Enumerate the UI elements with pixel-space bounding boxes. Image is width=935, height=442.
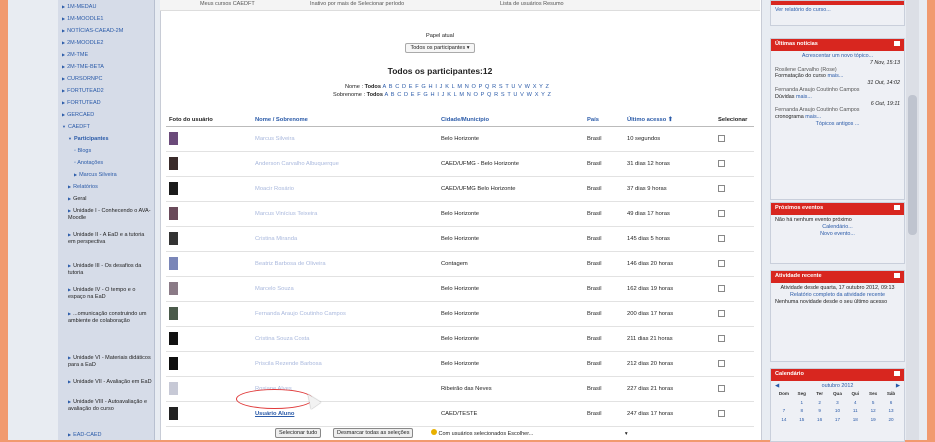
table-row [166, 352, 754, 377]
chevron-right-icon: ▶ [62, 76, 66, 81]
block-toggle-icon[interactable] [894, 273, 900, 278]
calendar-day[interactable]: 2 [818, 399, 821, 405]
my-courses-select[interactable]: Meus cursos CAEDFT [200, 1, 255, 7]
calendar-title: Calendário [775, 371, 804, 377]
photo-cell [166, 177, 252, 202]
last-name-filter [333, 92, 593, 98]
filter-bar [160, 0, 760, 11]
select-cell [715, 352, 754, 377]
nav-item-course[interactable] [62, 52, 152, 59]
calendar-grid [775, 390, 900, 425]
table-row [166, 277, 754, 302]
city-cell: Ribeirão das Neves [438, 377, 584, 402]
country-cell: Brasil [584, 302, 624, 327]
select-cell [715, 202, 754, 227]
first-name-label: Nome : [345, 84, 364, 90]
photo-cell [166, 352, 252, 377]
user-name-link[interactable]: Usuário Aluno [255, 411, 295, 417]
calendar-day[interactable]: 17 [834, 417, 841, 423]
select-checkbox[interactable] [718, 335, 725, 342]
recent-activity-block [770, 270, 905, 362]
country-cell: Brasil [584, 277, 624, 302]
nav-unit-label: ...omunicação construindo um ambiente de colaboração [68, 311, 147, 324]
nav-item-course[interactable] [62, 64, 152, 71]
photo-cell [166, 227, 252, 252]
city-cell: Belo Horizonte [438, 127, 584, 152]
select-checkbox[interactable] [718, 185, 725, 192]
nav-item-anotacoes[interactable]: ◦ Anotações [74, 160, 104, 166]
chevron-right-icon: ▶ [68, 399, 72, 404]
highlight-oval [236, 389, 313, 409]
nav-item-label: GERCAED [67, 112, 95, 118]
select-checkbox[interactable] [718, 385, 725, 392]
table-row [166, 227, 754, 252]
nav-item-course[interactable] [62, 100, 152, 107]
last-name-letters[interactable]: A B C D E F G H I J K L M N O P Q R S T U V W X Y Z [384, 92, 552, 98]
user-name-link[interactable]: Marcelo Souza [255, 286, 294, 292]
country-cell: Brasil [584, 252, 624, 277]
chevron-right-icon: ▶ [68, 263, 72, 268]
news-date: 31 Out, 14:02 [867, 80, 900, 87]
calendar-day[interactable]: 5 [871, 399, 875, 405]
news-author: Rosilene Carvalho (Rose) [775, 66, 837, 73]
nav-caedft-label: CAEDFT [67, 124, 90, 130]
last-access-cell: 211 dias 21 horas [624, 327, 715, 352]
calendar-link[interactable]: Calendário... [822, 223, 853, 230]
select-checkbox[interactable] [718, 135, 725, 142]
country-cell: Brasil [584, 227, 624, 252]
nav-marcus-label: Marcus Silveira [79, 172, 117, 178]
user-name-link[interactable]: Cristina Souza Costa [255, 336, 310, 342]
weekday-label: Sex [869, 390, 878, 396]
latest-news-block [770, 38, 905, 200]
photo-cell [166, 327, 252, 352]
nav-participantes-label: Participantes [73, 136, 109, 142]
weekday-label: Seg [797, 390, 806, 396]
select-cell [715, 327, 754, 352]
avatar[interactable] [169, 182, 178, 195]
select-checkbox[interactable] [718, 235, 725, 242]
table-row [166, 302, 754, 327]
upcoming-events-header [771, 203, 904, 215]
select-cell [715, 402, 754, 427]
city-cell: Belo Horizonte [438, 227, 584, 252]
role-label: Papel atual [426, 33, 454, 39]
news-item [775, 60, 900, 80]
upcoming-events-title: Próximos eventos [775, 205, 824, 211]
role-select-wrap [400, 43, 480, 53]
calendar-day[interactable]: 18 [852, 417, 858, 423]
country-cell: Brasil [584, 202, 624, 227]
nav-unit-label: Unidade VIII - Autoavaliação e avaliação do curso [68, 399, 148, 412]
country-cell: Brasil [584, 377, 624, 402]
country-cell: Brasil [584, 402, 624, 427]
weekday-label: Dom [778, 390, 790, 396]
news-title: cronograma [775, 114, 804, 121]
nav-item-label: NOTÍCIAS-CAEAD-2M [67, 28, 124, 34]
nav-item-geral[interactable]: ▶ Geral [68, 196, 87, 202]
city-cell: Contagem [438, 252, 584, 277]
calendar-day[interactable]: 1 [800, 399, 804, 405]
name-cell [252, 252, 438, 277]
new-event-link[interactable]: Novo evento... [820, 230, 855, 237]
calendar-day[interactable]: 3 [836, 399, 839, 405]
col-city[interactable]: Cidade/Município [438, 113, 584, 127]
calendar-day[interactable]: 10 [834, 408, 841, 414]
block-toggle-icon[interactable] [894, 371, 900, 376]
avatar[interactable] [169, 307, 178, 320]
calendar-day[interactable]: 11 [852, 408, 858, 414]
calendar-day[interactable]: 15 [799, 417, 805, 423]
avatar[interactable] [169, 257, 178, 270]
calendar-day[interactable]: 19 [870, 417, 876, 423]
nav-item-unit[interactable] [68, 311, 152, 324]
nav-unit-label: Unidade VII - Avaliação em EaD [73, 379, 152, 385]
news-title: Formatação do curso [775, 73, 826, 80]
avatar[interactable] [169, 157, 178, 170]
nav-blogs-label: Blogs [77, 148, 92, 154]
calendar-day[interactable]: 16 [817, 417, 823, 423]
select-cell [715, 227, 754, 252]
nav-item-label: 2M-MOODLE2 [67, 40, 104, 46]
nav-unit-label: Unidade IV - O tempo e o espaço na EaD [68, 287, 136, 300]
news-title: Dúvidas [775, 93, 795, 100]
last-access-cell: 31 dias 12 horas [624, 152, 715, 177]
role-select[interactable]: Todos os participantes ▾ [405, 43, 474, 53]
select-checkbox[interactable] [718, 410, 725, 417]
news-author: Fernanda Araujo Coutinho Campos [775, 86, 860, 93]
city-cell: Belo Horizonte [438, 327, 584, 352]
country-cell: Brasil [584, 152, 624, 177]
user-list-select[interactable]: Lista de usuários Resumo [500, 1, 564, 7]
nav-item-label: FORTUTEAD2 [67, 88, 104, 94]
table-row [166, 152, 754, 177]
nav-item-marcus[interactable]: ▶ Marcus Silveira [74, 172, 117, 178]
country-cell: Brasil [584, 177, 624, 202]
news-date: 6 Out, 19:11 [870, 100, 900, 107]
select-cell [715, 277, 754, 302]
nav-item-label: 1M-MOODLE1 [67, 16, 104, 22]
user-name-link[interactable]: Moacir Rosário [255, 186, 294, 192]
select-checkbox[interactable] [718, 285, 725, 292]
user-name-link[interactable]: Anderson Carvalho Albuquerque [255, 161, 339, 167]
inactive-period-select[interactable]: Inativo por mais de Selecionar período [310, 1, 405, 7]
chevron-right-icon: ▶ [62, 88, 66, 93]
select-checkbox[interactable] [718, 210, 725, 217]
country-cell: Brasil [584, 127, 624, 152]
role-select-value: Todos os participantes [410, 45, 466, 51]
nav-item-label: 2M-TME-BETA [67, 64, 104, 70]
col-photo: Foto do usuário [166, 113, 252, 127]
calendar-day[interactable]: 13 [888, 408, 894, 414]
calendar-day[interactable]: 12 [870, 408, 876, 414]
chevron-right-icon: ▶ [68, 208, 72, 213]
older-topics-link[interactable]: Tópicos antigos ... [815, 120, 860, 127]
nav-item-blogs[interactable]: ◦ Blogs [74, 148, 92, 154]
table-row [166, 177, 754, 202]
chevron-right-icon: ▶ [62, 28, 66, 33]
select-cell [715, 177, 754, 202]
name-cell [252, 277, 438, 302]
nav-item-course[interactable] [62, 112, 152, 119]
table-row [166, 202, 754, 227]
last-access-cell: 10 segundos [624, 127, 715, 152]
select-cell [715, 127, 754, 152]
news-item [775, 80, 900, 100]
nav-item-unit[interactable] [68, 399, 152, 412]
photo-cell [166, 202, 252, 227]
last-name-all[interactable]: Todos [366, 92, 383, 98]
nav-item-participantes[interactable]: ▼ Participantes [68, 136, 109, 142]
nav-item-course[interactable] [62, 40, 152, 47]
user-name-link[interactable]: Priscila Rezende Barbosa [255, 361, 322, 367]
user-name-link[interactable]: Fernanda Araujo Coutinho Campos [255, 311, 346, 317]
block-toggle-icon[interactable] [894, 205, 900, 210]
chevron-right-icon: ▶ [62, 100, 66, 105]
avatar[interactable] [169, 382, 178, 395]
nav-item-unit[interactable] [68, 263, 152, 276]
chevron-right-icon: ▶ [62, 64, 66, 69]
calendar-block [770, 368, 905, 442]
nav-item-unit[interactable] [68, 208, 152, 221]
help-icon[interactable] [431, 429, 437, 435]
calendar-day[interactable]: 8 [800, 408, 804, 414]
news-more-link[interactable]: mais... [805, 114, 822, 121]
recent-activity-title: Atividade recente [775, 273, 822, 279]
nav-item-unit[interactable] [68, 287, 152, 300]
photo-cell [166, 302, 252, 327]
photo-cell [166, 127, 252, 152]
last-access-cell: 212 dias 20 horas [624, 352, 715, 377]
country-cell: Brasil [584, 352, 624, 377]
news-date: 7 Nov, 15:13 [869, 59, 900, 66]
bulk-action-select[interactable]: Com usuários selecionados Escolher... ▾ [431, 429, 628, 437]
nav-item-course[interactable] [62, 16, 152, 23]
table-header-row [166, 113, 754, 127]
photo-cell [166, 277, 252, 302]
nav-item-unit[interactable] [68, 232, 152, 245]
last-access-cell: 162 dias 19 horas [624, 277, 715, 302]
city-cell: CAED/UFMG Belo Horizonte [438, 177, 584, 202]
news-more-link[interactable]: mais... [795, 93, 812, 100]
nav-eadcaed-label: EAD-CAED [73, 432, 102, 438]
course-report-link[interactable]: Ver relatório do curso... [775, 7, 831, 13]
nav-item-relatorios[interactable]: ▶ Relatórios [68, 184, 98, 190]
news-more-link[interactable]: mais... [827, 73, 844, 80]
photo-cell [166, 252, 252, 277]
nav-item-course[interactable] [62, 4, 152, 11]
chevron-right-icon: ▶ [68, 355, 72, 360]
block-toggle-icon[interactable] [894, 41, 900, 46]
user-name-link[interactable]: Beatriz Barbosa de Oliveira [255, 261, 326, 267]
report-block-header [771, 1, 904, 5]
upcoming-events-block [770, 202, 905, 264]
city-cell: Belo Horizonte [438, 277, 584, 302]
calendar-month: outubro 2012 [821, 383, 854, 389]
select-all-button[interactable]: Selecionar tudo [275, 428, 321, 438]
calendar-day[interactable]: 6 [889, 399, 893, 405]
latest-news-title: Últimas notícias [775, 41, 818, 47]
chevron-right-icon: ▶ [62, 16, 66, 21]
city-cell: Belo Horizonte [438, 202, 584, 227]
participants-table [166, 113, 754, 427]
chevron-right-icon: ▶ [62, 112, 66, 117]
nav-unit-label: Unidade III - Os desafios da tutoria [68, 263, 142, 276]
add-topic-link[interactable]: Acrescentar um novo tópico... [801, 53, 874, 59]
col-select: Selecionar [715, 113, 754, 127]
name-cell [252, 327, 438, 352]
photo-cell [166, 402, 252, 427]
nav-item-eadcaed[interactable]: ▶ EAD-CAED [68, 432, 102, 438]
nav-item-unit[interactable] [68, 379, 152, 386]
chevron-right-icon: ▶ [68, 379, 72, 384]
next-month-icon[interactable]: ▶ [895, 383, 900, 389]
chevron-right-icon: ▶ [68, 287, 72, 292]
chevron-right-icon: ▶ [62, 4, 66, 9]
photo-cell [166, 152, 252, 177]
calendar-day[interactable]: 7 [782, 408, 786, 414]
last-access-cell: 146 dias 20 horas [624, 252, 715, 277]
last-name-label: Sobrenome : [333, 92, 366, 98]
no-events-text: Não há nenhum evento próximo [775, 217, 852, 223]
calendar-day[interactable]: 14 [781, 417, 787, 423]
city-cell: Belo Horizonte [438, 302, 584, 327]
calendar-day[interactable]: 4 [854, 399, 857, 405]
chevron-right-icon: ▶ [68, 311, 72, 316]
last-access-cell: 247 dias 17 horas [624, 402, 715, 427]
calendar-day[interactable]: 9 [818, 408, 821, 414]
nav-item-course[interactable] [62, 28, 152, 35]
activity-report-link[interactable]: Relatório completo da atividade recente [790, 291, 885, 298]
select-cell [715, 152, 754, 177]
nav-item-label: CURSORNPC [67, 76, 103, 82]
recent-activity-header [771, 271, 904, 283]
weekday-label: Sáb [886, 390, 896, 396]
page-title: Todos os participantes:12 [387, 66, 493, 76]
avatar[interactable] [169, 332, 178, 345]
nav-relatorios-label: Relatórios [73, 184, 98, 190]
first-name-all[interactable]: Todos [364, 84, 381, 90]
last-access-cell: 145 dias 5 horas [624, 227, 715, 252]
nav-geral-label: Geral [73, 196, 87, 202]
weekday-label: Qui [851, 390, 860, 396]
avatar[interactable] [169, 357, 178, 370]
last-access-cell: 37 dias 9 horas [624, 177, 715, 202]
col-country[interactable]: País [584, 113, 624, 127]
nav-anotacoes-label: Anotações [77, 160, 104, 166]
calendar-day [775, 399, 793, 408]
user-name-link[interactable]: Rosiane Alves [255, 386, 292, 392]
select-cell [715, 377, 754, 402]
avatar[interactable] [169, 407, 178, 420]
first-name-letters[interactable]: A B C D E F G H I J K L M N O P Q R S T U V W X Y Z [382, 84, 550, 90]
name-cell [252, 152, 438, 177]
chevron-right-icon: ▶ [68, 232, 72, 237]
calendar-day[interactable]: 20 [888, 417, 894, 423]
select-cell [715, 252, 754, 277]
country-cell: Brasil [584, 327, 624, 352]
select-checkbox[interactable] [718, 160, 725, 167]
user-name-link[interactable]: Cristina Miranda [255, 236, 298, 242]
weekday-label: Qua [832, 390, 842, 396]
last-access-cell: 200 dias 17 horas [624, 302, 715, 327]
city-cell: CAED/UFMG - Belo Horizonte [438, 152, 584, 177]
report-block [770, 0, 905, 26]
name-cell [252, 227, 438, 252]
name-cell [252, 177, 438, 202]
avatar[interactable] [169, 282, 178, 295]
news-author: Fernanda Araujo Coutinho Campos [775, 107, 860, 114]
last-access-cell: 227 dias 21 horas [624, 377, 715, 402]
activity-none-text: Nenhuma novidade desde o seu último acesso [775, 298, 888, 305]
name-cell [252, 127, 438, 152]
calendar-header [771, 369, 904, 381]
col-last-access[interactable]: Último acesso ⬆ [624, 113, 715, 127]
scrollbar-thumb[interactable] [908, 95, 917, 235]
table-row [166, 252, 754, 277]
user-name-link[interactable]: Marcus Vinícius Teixeira [255, 211, 318, 217]
city-cell: CAED/TESTE [438, 402, 584, 427]
table-row [166, 127, 754, 152]
deselect-all-button[interactable]: Desmarcar todas as seleções [333, 428, 413, 438]
name-cell [252, 302, 438, 327]
city-cell: Belo Horizonte [438, 352, 584, 377]
nav-item-label: 2M-TME [67, 52, 89, 58]
select-cell [715, 302, 754, 327]
first-name-filter [345, 84, 585, 90]
col-name[interactable]: Nome / Sobrenome [252, 113, 438, 127]
prev-month-icon[interactable]: ◀ [775, 383, 780, 389]
nav-item-label: FORTUTEAD [67, 100, 101, 106]
nav-unit-label: Unidade VI - Materiais didáticos para a EaD [68, 355, 151, 368]
activity-since-text: Atividade desde quarta, 17 outubro 2012, 09:13 [780, 285, 895, 291]
chevron-right-icon: ▶ [62, 52, 66, 57]
select-checkbox[interactable] [718, 260, 725, 267]
bulk-action-label: Com usuários selecionados Escolher... [438, 431, 534, 437]
weekday-label: Ter [816, 390, 824, 396]
name-cell [252, 202, 438, 227]
nav-item-caedft[interactable]: ▼ CAEDFT [62, 124, 90, 130]
nav-unit-label: Unidade II - A EaD e a tutoria em perspectiva [68, 232, 145, 245]
select-checkbox[interactable] [718, 360, 725, 367]
select-checkbox[interactable] [718, 310, 725, 317]
table-row [166, 327, 754, 352]
nav-item-unit[interactable] [68, 355, 152, 368]
left-navigation [58, 0, 155, 440]
avatar[interactable] [169, 132, 178, 145]
nav-item-course[interactable] [62, 88, 152, 95]
nav-item-label: 1M-MEDAU [67, 4, 97, 10]
name-cell [252, 352, 438, 377]
news-item [775, 101, 900, 121]
last-access-cell: 49 dias 17 horas [624, 202, 715, 227]
avatar[interactable] [169, 207, 178, 220]
avatar[interactable] [169, 232, 178, 245]
chevron-right-icon: ▶ [62, 40, 66, 45]
nav-unit-label: Unidade I - Conhecendo o AVA-Moodle [68, 208, 151, 221]
latest-news-header [771, 39, 904, 51]
user-name-link[interactable]: Marcus Silveira [255, 136, 295, 142]
nav-item-course[interactable] [62, 76, 152, 83]
